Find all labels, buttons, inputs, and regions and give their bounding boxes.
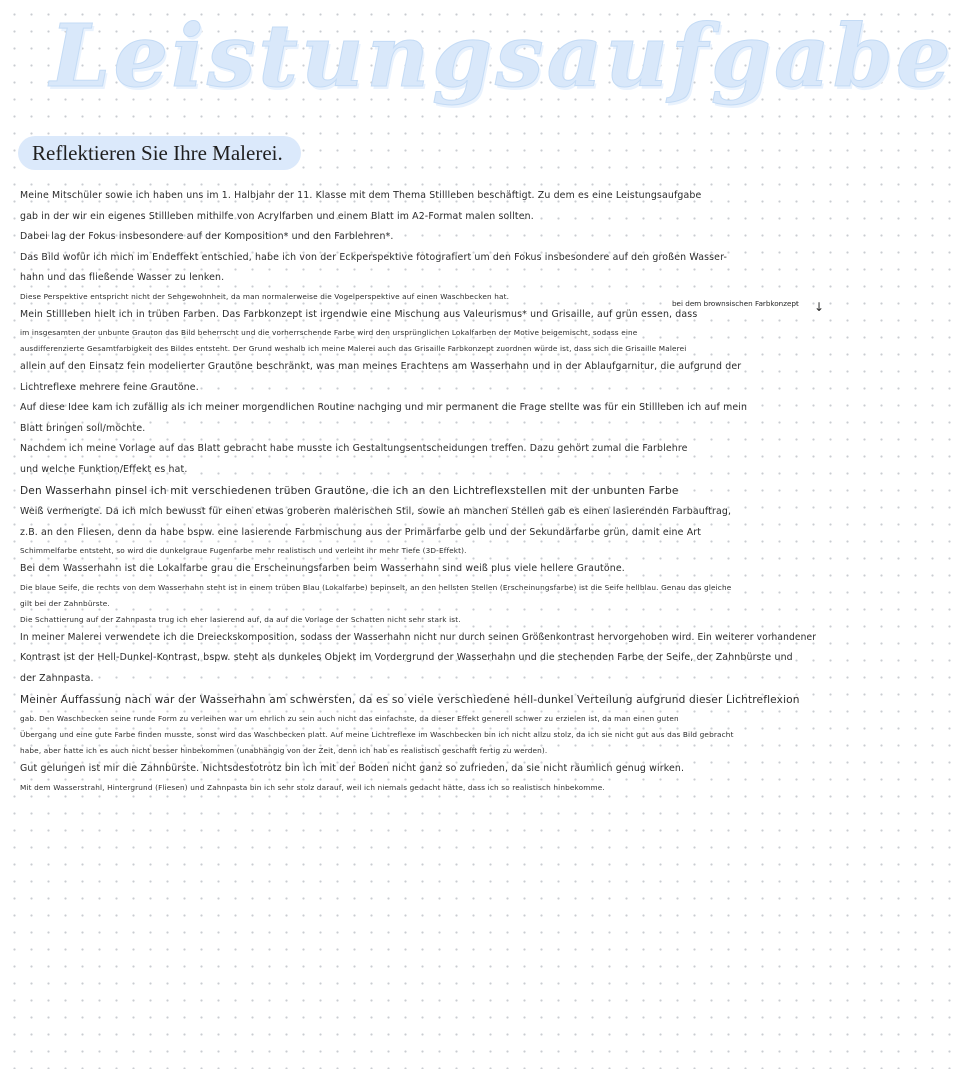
text-line: Meiner Auffassung nach war der Wasserhahn am schwersten, da es so viele verschiedene hell-dunkel Verteilung aufgrund dieser Lichtreflexion (20, 694, 800, 706)
margin-note: bei dem brownsischen Farbkonzept (672, 299, 799, 308)
handwritten-text-body (20, 186, 816, 796)
text-line: Mein Stillleben hielt ich in trüben Farben. Das Farbkonzept ist irgendwie eine Mischung aus Valeurismus* und Grisaille, auf grün essen, dass (20, 308, 698, 320)
text-line: und welche Funktion/Effekt es hat. (20, 463, 188, 475)
text-line: Kontrast ist der Hell-Dunkel-Kontrast, bspw. steht als dunkeles Objekt im Vordergrund der Wasserhahn und die stechenden Farbe der Seife, der Zahnbürste und (20, 652, 793, 663)
text-line: ausdifferenzierte Gesamtfarbigkeit des Bildes entsteht. Der Grund weshalb ich meine Malerei auch das Grisaille Farbkonzept zuordnen würde ist, dass sich die Grisaille Malerei (20, 344, 687, 353)
text-line: Die blaue Seife, die rechts von dem Wasserhahn steht ist in einem trüben Blau (Lokalfarbe) bepinselt, an den hellsten Stellen (Erscheinungsfarbe) ist die Seife hellblau. Genau das gleiche (20, 582, 732, 592)
text-line: hahn und das fließende Wasser zu lenken. (20, 272, 225, 283)
text-line: Die Schattierung auf der Zahnpasta trug ich eher lasierend auf, da auf die Vorlage der Schatten nicht sehr stark ist. (20, 614, 461, 624)
text-line: Blatt bringen soll/möchte. (20, 422, 146, 434)
text-line: In meiner Malerei verwendete ich die Dreieckskomposition, sodass der Wasserhahn nicht nur durch seinen Größenkontrast hervorgehoben wird. Ein weiterer vorhandener (20, 631, 817, 643)
text-line: allein auf den Einsatz fein modelierter Grautöne beschränkt, was man meines Erachtens am Wasserhahn und in der Ablaufgarnitur, die aufgrund der (20, 361, 742, 372)
task-prompt: Reflektieren Sie Ihre Malerei. (18, 136, 301, 170)
text-line: im insgesamten der unbunte Grauton das Bild beherrscht und die vorherrschende Farbe wird den ursprünglichen Lokalfarben der Motive beigemischt, sodass eine (20, 328, 638, 337)
text-line: Gut gelungen ist mir die Zahnbürste. Nichtsdestotrotz bin ich mit der Boden nicht ganz so zufrieden, da sie nicht räumlich genug wirken. (20, 763, 685, 774)
text-line: z.B. an den Fliesen, denn da habe bspw. eine lasierende Farbmischung aus der Primärfarbe gelb und der Sekundärfarbe grün, damit eine Art (20, 526, 702, 538)
text-line: Meine Mitschüler sowie ich haben uns im 1. Halbjahr der 11. Klasse mit dem Thema Stillleben beschäftigt. Zu dem es eine Leistungsaufgabe (20, 190, 702, 201)
text-line: Übergang und eine gute Farbe finden musste, sonst wird das Waschbecken platt. Auf meine Lichtreflexe im Waschbecken bin ich nicht allzu stolz, da ich sie nicht gut aus das Bild gebracht (20, 730, 734, 739)
text-line: Mit dem Wasserstrahl, Hintergrund (Fliesen) und Zahnpasta bin ich sehr stolz darauf, weil ich niemals gedacht hätte, dass ich so realistisch hinbekomme. (20, 782, 605, 792)
text-line: Auf diese Idee kam ich zufällig als ich meiner morgendlichen Routine nachging und mir permanent die Frage stellte was für ein Stillleben ich auf mein (20, 402, 748, 413)
text-line: Den Wasserhahn pinsel ich mit verschiedenen trüben Grautöne, die ich an den Lichtreflexstellen mit der unbunten Farbe (20, 485, 679, 497)
insert-arrow-icon: ↓ (814, 300, 825, 314)
text-line: Das Bild wofür ich mich im Endeffekt entschied, habe ich von der Eckperspektive fotografiert um den Fokus insbesondere auf den großen Wasser- (20, 251, 728, 263)
text-line: Lichtreflexe mehrere feine Grautöne. (20, 381, 199, 393)
text-line: Dabei lag der Fokus insbesondere auf der Komposition* und den Farblehren*. (20, 231, 394, 242)
text-line: gab in der wir ein eigenes Stillleben mithilfe von Acrylfarben und einem Blatt im A2-Format malen sollten. (20, 210, 534, 222)
text-line: Nachdem ich meine Vorlage auf das Blatt gebracht habe musste ich Gestaltungsentscheidungen treffen. Dazu gehört zumal die Farblehre (20, 443, 688, 454)
text-line: gab. Den Waschbecken seine runde Form zu verleihen war um ehrlich zu sein auch nicht das einfachste, da dieser Effekt generell schwer zu erzielen ist, da man einen guten (20, 714, 679, 723)
text-line: Weiß vermengte. Da ich mich bewusst für einen etwas groberen malerischen Stil, sowie an manchen Stellen gab es einen lasierenden Farbauftrag, (20, 506, 732, 517)
text-line: Diese Perspektive entspricht nicht der Sehgewohnheit, da man normalerweise die Vogelperspektive auf einen Waschbecken hat. (20, 291, 510, 301)
text-line: der Zahnpasta. (20, 672, 94, 684)
page-title: Leistungsaufgabe (50, 6, 954, 107)
text-line: Bei dem Wasserhahn ist die Lokalfarbe grau die Erscheinungsfarben beim Wasserhahn sind weiß plus viele hellere Grautöne. (20, 563, 625, 574)
text-line: Schimmelfarbe entsteht, so wird die dunkelgraue Fugenfarbe mehr realistisch und verleiht ihr mehr Tiefe (3D-Effekt). (20, 546, 467, 555)
text-line: habe, aber hatte ich es auch nicht besser hinbekommen (unabhängig von der Zeit, denn ich hab es realistisch geschafft fertig zu werden). (20, 746, 548, 755)
text-line: gilt bei der Zahnbürste. (20, 598, 110, 608)
